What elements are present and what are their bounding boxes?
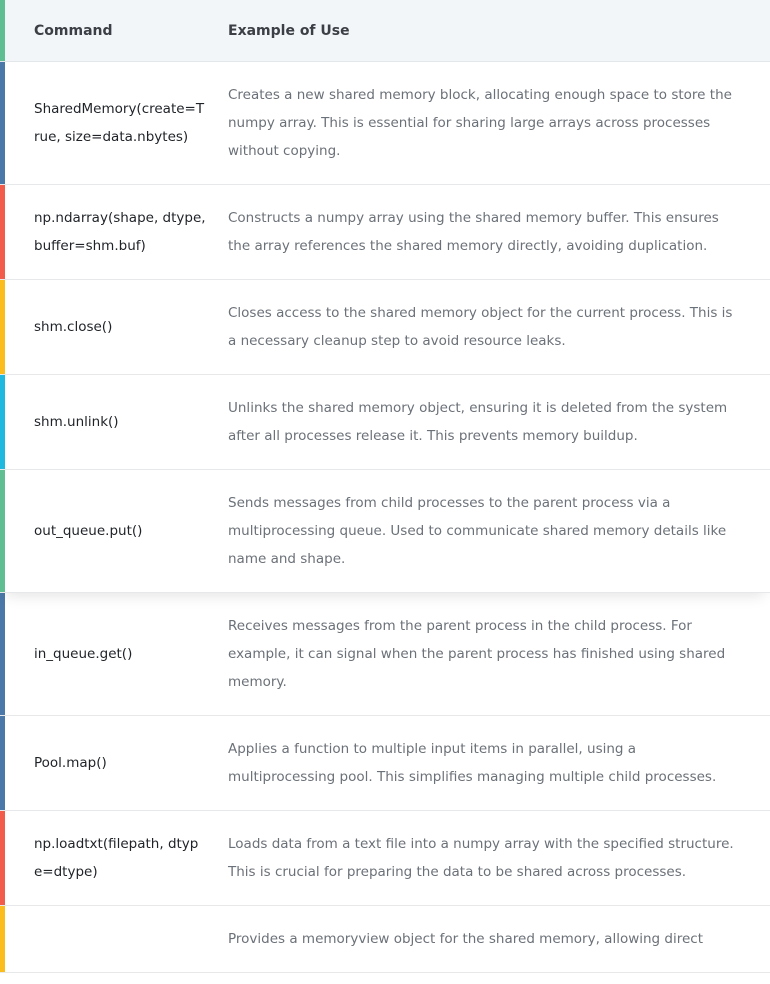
table-header — [0, 0, 770, 62]
row-description: Receives messages from the parent process in the child process. For example, it can signal when the parent process has finished using shared memory. — [228, 618, 726, 690]
row-command: shm.unlink() — [34, 414, 119, 430]
row-command: in_queue.get() — [34, 646, 133, 662]
header-accent-bar — [0, 0, 5, 61]
table-row — [0, 280, 770, 375]
row-accent-bar — [0, 811, 5, 905]
table-row — [0, 716, 770, 811]
row-description: Provides a memoryview object for the shared memory, allowing direct — [228, 931, 704, 947]
table-row — [0, 811, 770, 906]
table-row — [0, 593, 770, 716]
table-row — [0, 470, 770, 593]
table-row — [0, 375, 770, 470]
row-description: Sends messages from child processes to the parent process via a multiprocessing queue. Used to communicate shared memory details like name and shape. — [228, 495, 727, 567]
row-command: Pool.map() — [34, 755, 107, 771]
row-accent-bar — [0, 716, 5, 810]
table-row — [0, 185, 770, 280]
header-example: Example of Use — [228, 22, 350, 39]
row-accent-bar — [0, 470, 5, 592]
row-accent-bar — [0, 280, 5, 374]
row-description: Applies a function to multiple input items in parallel, using a multiprocessing pool. This simplifies managing multiple child processes. — [228, 741, 717, 785]
header-command: Command — [34, 22, 113, 39]
row-description: Loads data from a text file into a numpy array with the specified structure. This is crucial for preparing the data to be shared across processes. — [228, 836, 734, 880]
row-command: shm.close() — [34, 319, 113, 335]
row-accent-bar — [0, 375, 5, 469]
row-description: Unlinks the shared memory object, ensuring it is deleted from the system after all processes release it. This prevents memory buildup. — [228, 400, 728, 444]
row-accent-bar — [0, 906, 5, 972]
row-command: np.loadtxt(filepath, dtype=dtype) — [34, 836, 199, 880]
row-description: Creates a new shared memory block, allocating enough space to store the numpy array. This is essential for sharing large arrays across processes without copying. — [228, 87, 732, 159]
row-command: np.ndarray(shape, dtype, buffer=shm.buf) — [34, 210, 206, 254]
row-command: out_queue.put() — [34, 523, 143, 539]
row-description: Constructs a numpy array using the shared memory buffer. This ensures the array references the shared memory directly, avoiding duplication. — [228, 210, 719, 254]
table-row — [0, 62, 770, 185]
row-accent-bar — [0, 62, 5, 184]
table-row — [0, 906, 770, 973]
row-command: SharedMemory(create=True, size=data.nbytes) — [34, 101, 205, 145]
row-accent-bar — [0, 185, 5, 279]
row-accent-bar — [0, 593, 5, 715]
row-description: Closes access to the shared memory object for the current process. This is a necessary cleanup step to avoid resource leaks. — [228, 305, 733, 349]
table-body — [0, 62, 770, 973]
